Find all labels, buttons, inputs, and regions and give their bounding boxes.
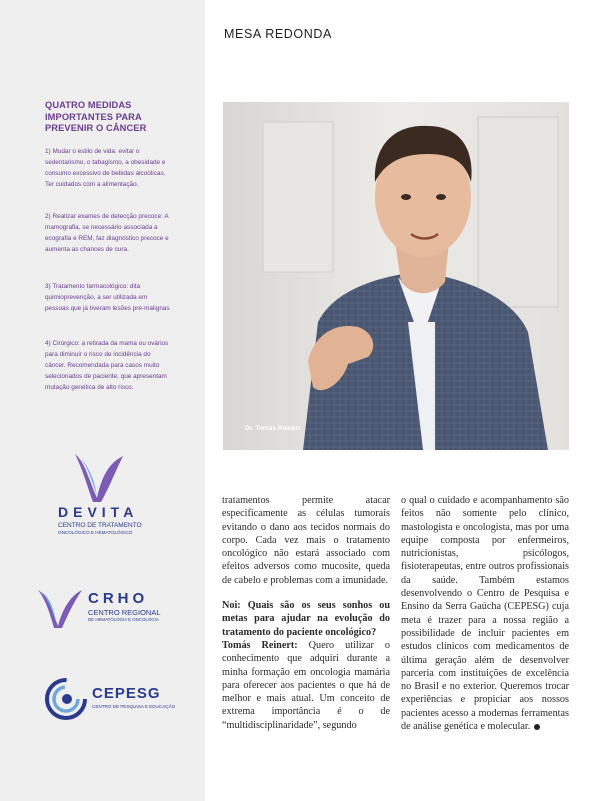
cepesg-line1: CENTRO DE PESQUISA E EDUCAÇÃO: [92, 704, 176, 709]
photo-caption: Dr. Tomás Reinert: [245, 425, 301, 432]
interview-question: Noi: Quais são os seus sonhos ou metas para ajudar na evolução do tratamento do paciente oncológico?: [222, 600, 390, 638]
answer-continuation: [401, 494, 569, 733]
sidebar-item-1: 1) Mudar o estilo de vida: evitar o sedentarismo, o tabagismo, a obesidade e consumo excessivo de bebidas alcoólicas. Ter cuidados com a alimentação.: [45, 148, 166, 188]
doctor-photo: [223, 102, 569, 450]
crho-name: CRHO: [88, 590, 149, 607]
crho-line2: DE HEMATOLOGIA E ONCOLOGIA: [88, 617, 159, 622]
doctor-portrait-image: [223, 102, 569, 450]
sidebar-title: QUATRO MEDIDAS IMPORTANTES PARA PREVENIR O CÂNCER: [45, 100, 147, 133]
sidebar-item-4: 4) Cirúrgico: a retirada da mama ou ovários para diminuir o risco de incidência do câncer. Recomendada para casos muito selecionados de paciente, que apresentam mutação genética de alto risco.: [45, 340, 169, 391]
section-label: MESA REDONDA: [224, 27, 332, 41]
article-column-1: [222, 494, 390, 732]
end-mark-icon: [534, 724, 540, 730]
sidebar-item-2: 2) Realizar exames de detecção precoce: A mamografia, se necessário associada a ecografia e REM, faz diagnóstico precoce e aumenta as chances de cura.: [45, 213, 169, 253]
answer-text-part2: o qual o cuidado e acompanhamento são feitos não somente pelo clínico, mastologista e oncologista, mas por uma equipe composta por enfermeiros, nutricionistas, psicólogos, fisioterapeutas, entre outros profissionais da saúde. Também estamos desenvolvendo o Centro de Pesquisa e Ensino da Serra Gaúcha (CEPESG) cuja meta é trazer para a nossa região a possibilidade de incluir pacientes em estudos clínicos com medicamentos de última geração além de desenvolver parceria com instituições de excelência no Brasil e no exterior. Queremos trocar experiências e propiciar aos nossos pacientes acesso a modernas ferramentas de análise genética e molecular.: [401, 495, 569, 733]
answer-speaker: Tomás Reinert:: [222, 639, 298, 651]
answer-text-part1: Quero utilizar o conhecimento que adquiri durante a minha formação em oncologia mamária para oferecer aos pacientes o que há de melhor e mais atual. Um conceito de extrema importância é o de “multidisciplinaridade”, segundo: [222, 639, 391, 731]
crho-line1: CENTRO REGIONAL: [88, 608, 161, 617]
cepesg-spiral-icon: [44, 677, 88, 721]
article-paragraph: tratamentos permite atacar especificamente as células tumorais evitando o dano aos tecidos normais do corpo. Cada vez mais o tratamento oncológico não estará associado com efeitos adversos como mucosite, queda de cabelo e problemas com a imunidade.: [222, 495, 390, 586]
cepesg-logo: [44, 677, 174, 721]
interview-answer: [222, 639, 390, 732]
sidebar-item-3: 3) Tratamento farmacológico: dita quimioprevenção, a ser utilizada em pessoas que já tiveram lesões pré-malignas: [45, 283, 170, 312]
cepesg-name: CEPESG: [92, 685, 161, 702]
crho-v-icon: [36, 586, 86, 632]
article-column-2: [401, 494, 569, 733]
devita-name: DEVITA: [58, 504, 139, 520]
devita-logo: [55, 450, 160, 545]
devita-line2: ONCOLÓGICO E HEMATOLÓGICO: [58, 530, 133, 535]
sidebar-panel: [0, 0, 205, 801]
crho-logo: [36, 586, 171, 634]
devita-line1: CENTRO DE TRATAMENTO: [58, 522, 142, 529]
